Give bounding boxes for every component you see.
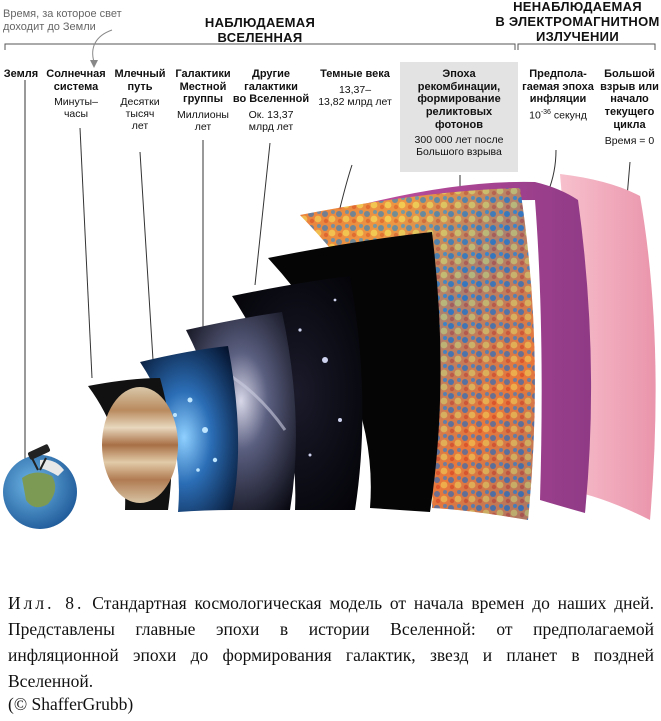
epoch-dark-ages: [312, 68, 398, 108]
epoch-inflation: [518, 68, 598, 121]
inflation-time-unit: секунд: [550, 109, 587, 122]
epoch-time: Миллионы: [177, 108, 229, 121]
epoch-time: тысяч: [125, 108, 155, 121]
epoch-title: Предпола-: [529, 68, 587, 80]
epoch-title: группы: [183, 93, 223, 106]
caption-text: Стандартная космологическая модель от начала времен до наших дней. Представлены главные эпохи в истории Вселенной: от предполагаемой инфляционной эпохи до формирования галактик, звезд и планет в поздней Вселенной.: [8, 593, 655, 691]
epoch-time: лет: [131, 120, 149, 133]
observable-header-line-2: ВСЕЛЕННАЯ: [217, 29, 303, 45]
note-line-2: доходит до Земли: [3, 20, 96, 33]
caption-credit: (© ShafferGrubb): [8, 694, 134, 714]
unobservable-header: [490, 0, 661, 45]
epoch-recombination: [400, 68, 518, 158]
unobservable-header-line-3: ИЗЛУЧЕНИИ: [536, 28, 619, 44]
unobservable-bracket: [518, 44, 655, 50]
epoch-title: путь: [127, 80, 153, 93]
epoch-title: Другие: [252, 68, 290, 80]
note-arrow: [93, 30, 112, 62]
epoch-milky-way: [108, 68, 172, 132]
figure-caption: [8, 590, 654, 694]
epoch-solar-system: [40, 68, 112, 120]
epoch-earth: [0, 68, 42, 81]
light-time-note: [3, 8, 173, 33]
unobservable-header-line-1: НЕНАБЛЮДАЕМАЯ: [513, 0, 642, 14]
jupiter-planet: [102, 387, 178, 503]
epoch-title: Солнечная: [46, 68, 106, 80]
epoch-big-bang: [598, 68, 661, 147]
epoch-time: Ок. 13,37: [248, 108, 294, 121]
epoch-title: начало: [610, 93, 649, 106]
epoch-time: Время = 0: [604, 135, 655, 148]
epoch-time: Большого взрыва: [416, 146, 502, 159]
epoch-title: реликтовых: [425, 105, 493, 118]
epoch-title: Земля: [3, 68, 39, 80]
epoch-title: гаемая эпоха: [522, 80, 594, 93]
epoch-local-group: [170, 68, 236, 133]
epoch-time: часы: [63, 108, 89, 121]
note-arrowhead-icon: [90, 60, 98, 68]
inflation-time-base: 10: [529, 109, 541, 122]
epoch-title: галактики: [244, 80, 298, 93]
epoch-time: 13,37–: [338, 83, 372, 96]
unobservable-header-line-2: В ЭЛЕКТРОМАГНИТНОМ: [495, 13, 660, 29]
inflation-time-exponent: -36: [540, 108, 551, 116]
epoch-time: 300 000 лет после: [414, 134, 504, 147]
caption-label: Илл. 8.: [8, 593, 85, 613]
epoch-title: Эпоха: [442, 68, 476, 80]
epoch-title: рекомбинации,: [417, 80, 501, 93]
epoch-title: взрыв или: [600, 80, 659, 93]
epoch-title: формирование: [417, 93, 501, 106]
observable-header-line-1: НАБЛЮДАЕМАЯ: [204, 15, 316, 30]
observable-header: [165, 16, 355, 46]
epoch-title: система: [53, 80, 99, 93]
epoch-title: инфляции: [529, 93, 587, 106]
epoch-time: [518, 109, 598, 122]
epoch-title: Большой: [604, 68, 655, 80]
epoch-title: Млечный: [114, 68, 166, 80]
epoch-title: фотонов: [434, 118, 483, 131]
epoch-title: Местной: [179, 80, 227, 93]
epoch-time: 13,82 млрд лет: [318, 95, 392, 108]
epoch-title: текущего: [604, 105, 655, 118]
epoch-title: во Вселенной: [232, 93, 310, 106]
epoch-time: Минуты–: [54, 96, 98, 109]
epoch-other-galaxies: [230, 68, 312, 133]
epoch-time: лет: [194, 120, 212, 133]
epoch-title: Галактики: [175, 68, 231, 80]
note-line-1: Время, за которое свет: [3, 8, 122, 20]
epoch-time: млрд лет: [248, 120, 294, 133]
epoch-title: цикла: [613, 118, 646, 131]
epoch-title: Темные века: [320, 68, 390, 80]
epoch-time: Десятки: [120, 96, 160, 109]
